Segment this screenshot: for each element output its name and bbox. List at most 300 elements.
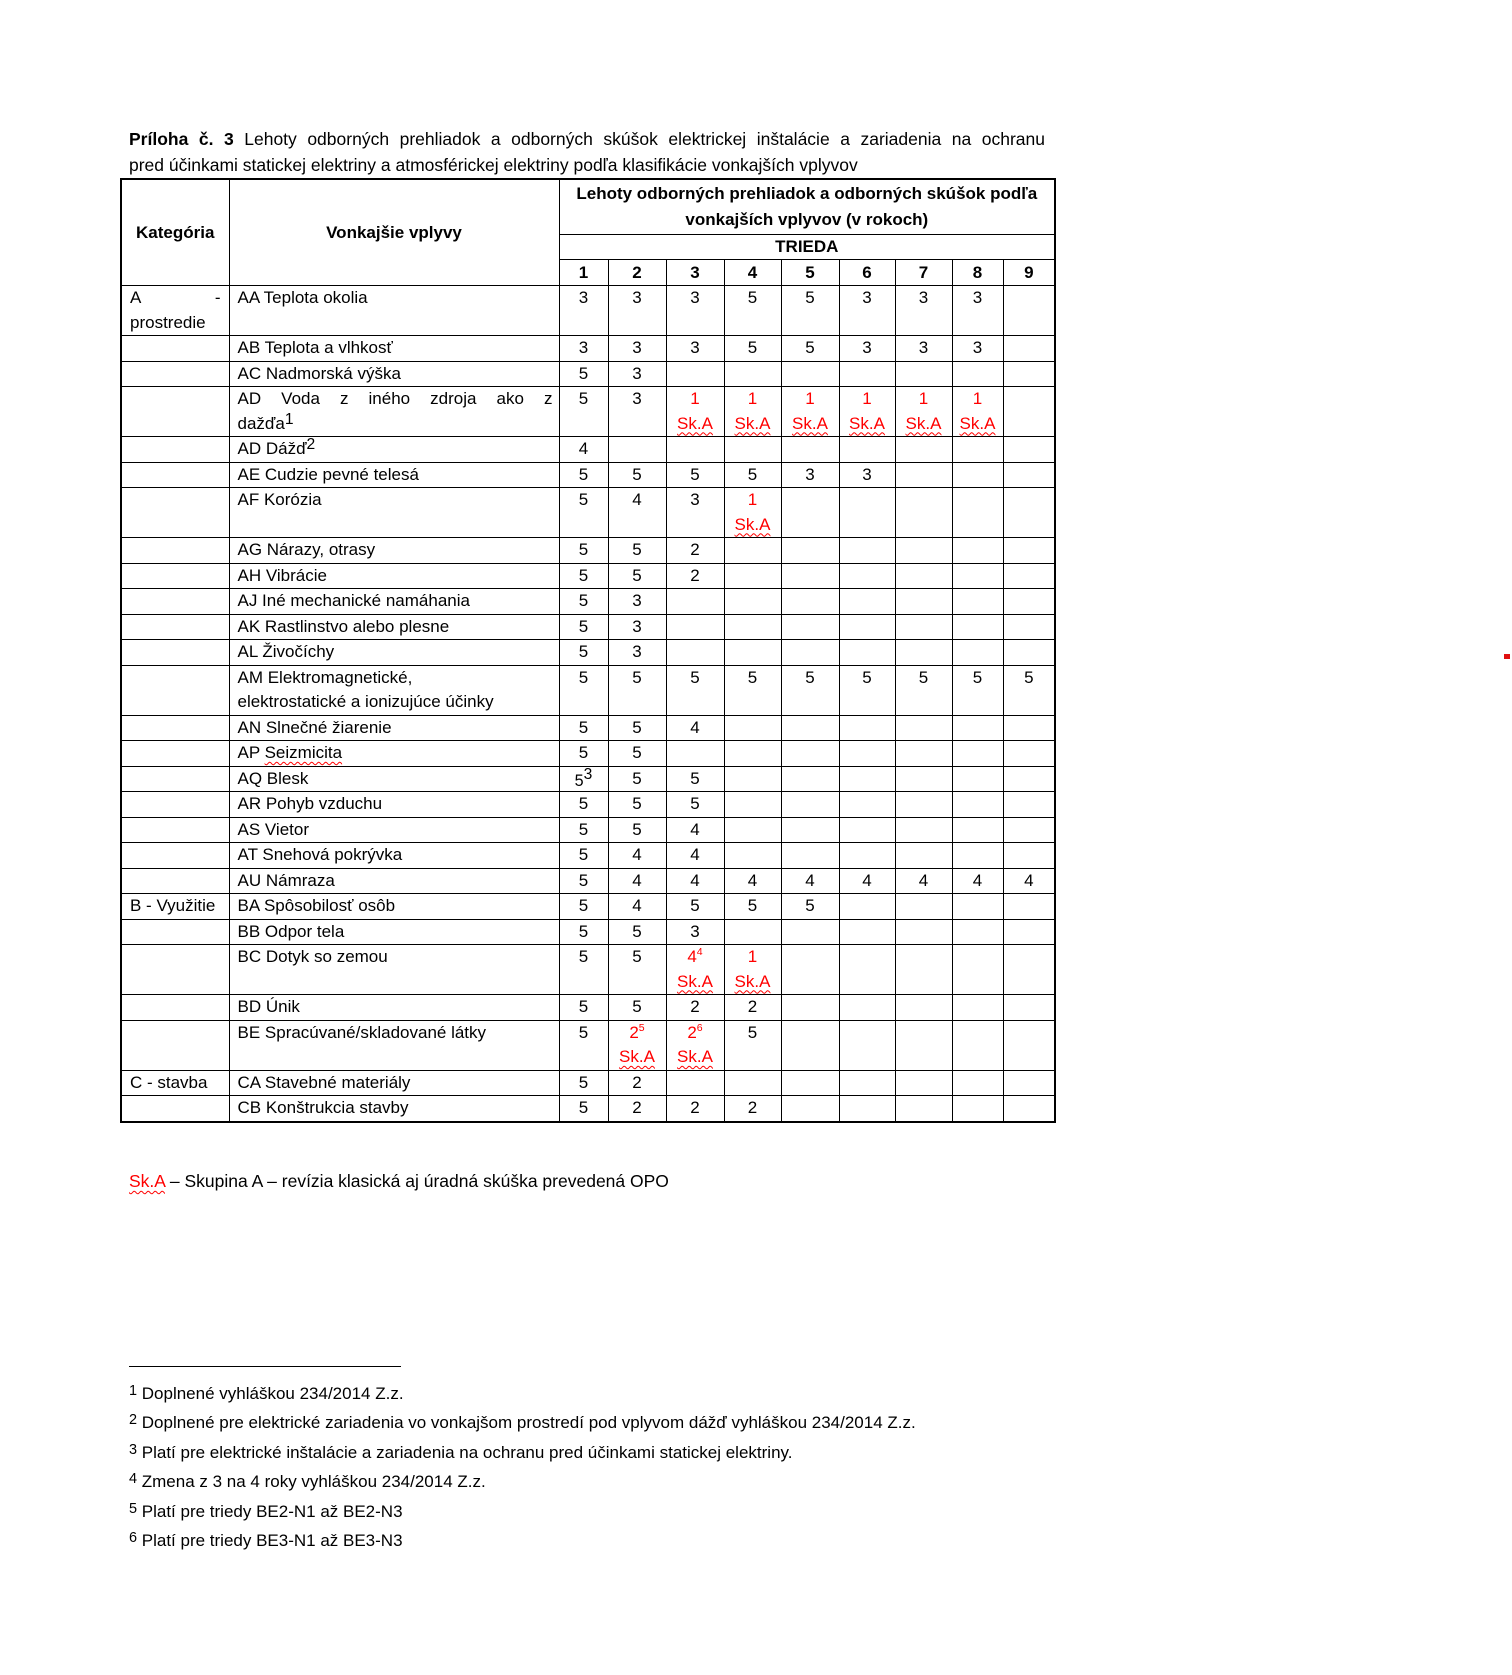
footnote: [129, 1380, 916, 1409]
value-line: [667, 387, 724, 412]
class-column-header: 2: [608, 260, 666, 286]
value-line: [1004, 869, 1055, 894]
value-cell: [666, 538, 724, 564]
value-line: [560, 920, 608, 945]
interval-value: 3: [578, 338, 589, 357]
interval-value: 5: [578, 642, 589, 661]
category-cell: [121, 817, 229, 843]
value-cell: [666, 919, 724, 945]
value-line: [609, 894, 666, 919]
value-cell: [608, 336, 666, 362]
interval-value: 3: [690, 921, 700, 941]
table-row: [121, 614, 1055, 640]
value-cell: [952, 995, 1003, 1021]
interval-value: 4: [690, 845, 700, 864]
interval-value: 4: [632, 896, 642, 915]
value-cell: [1003, 614, 1055, 640]
value-cell: [608, 387, 666, 437]
influence-text: BB Odpor tela: [237, 921, 345, 941]
influence-line-1: [238, 1096, 553, 1121]
value-line: [609, 538, 666, 563]
value-cell: [724, 741, 781, 767]
value-cell: [666, 843, 724, 869]
value-cell: [952, 945, 1003, 995]
title-bold-prefix: Príloha č. 3: [129, 129, 234, 149]
value-cell: [895, 766, 952, 792]
value-cell: [608, 919, 666, 945]
value-cell: [1003, 563, 1055, 589]
value-cell: [781, 843, 839, 869]
value-cell: [952, 715, 1003, 741]
value-line: [667, 666, 724, 691]
value-line: [667, 463, 724, 488]
interval-value: 3: [690, 288, 700, 307]
influence-text: BA Spôsobilosť osôb: [237, 896, 396, 915]
value-line: [725, 1096, 781, 1121]
interval-value: 1: [747, 947, 758, 966]
value-cell: [559, 868, 608, 894]
footnote-number: 2: [129, 1412, 138, 1429]
value-cell: [1003, 665, 1055, 715]
influence-text: AN Slnečné žiarenie: [237, 717, 392, 737]
value-line: [560, 716, 608, 741]
influence-cell: [229, 462, 559, 488]
value-cell: [781, 1070, 839, 1096]
value-line: [609, 741, 666, 766]
category-line-2: prostredie: [130, 312, 206, 332]
value-cell: [781, 766, 839, 792]
value-cell: [895, 361, 952, 387]
interval-value: 5: [690, 667, 700, 687]
value-cell: [724, 945, 781, 995]
ska-label: Sk.A: [677, 971, 713, 991]
value-line: [896, 869, 952, 894]
interval-value: 4: [578, 439, 589, 458]
footnote-text: Doplnené pre elektrické zariadenia vo vonkajšom prostredí pod vplyvom dážď vyhláškou 234/2014 Z.z.: [137, 1413, 916, 1433]
value-cell: [952, 640, 1003, 666]
value-cell: [952, 589, 1003, 615]
interval-value: 5: [747, 338, 758, 357]
category-dash: -: [214, 288, 221, 307]
value-cell: [839, 1020, 895, 1070]
value-cell: [895, 538, 952, 564]
interval-value: 4: [632, 490, 642, 509]
ska-label: Sk.A: [849, 413, 885, 433]
value-cell: [895, 614, 952, 640]
value-cell: [781, 286, 839, 336]
ska-line: [667, 1045, 724, 1070]
value-cell: [666, 387, 724, 437]
table-row: [121, 336, 1055, 362]
interval-value: 5: [632, 565, 642, 585]
value-cell: [559, 995, 608, 1021]
interval-value: 5: [690, 794, 700, 813]
footnote: [129, 1439, 916, 1468]
value-line: [560, 995, 608, 1020]
influence-text: AB Teplota a vlhkosť: [237, 338, 393, 357]
influence-text: elektrostatické a ionizujúce účinky: [237, 692, 494, 711]
interval-value: 4: [805, 870, 815, 890]
value-cell: [952, 792, 1003, 818]
interval-value: 5: [747, 288, 758, 307]
value-line: [782, 894, 839, 919]
interval-value: 5: [1024, 667, 1034, 687]
interval-value: 5: [632, 794, 642, 813]
value-cell: [839, 995, 895, 1021]
influence-cell: [229, 843, 559, 869]
category-cell: [121, 868, 229, 894]
value-line: [667, 1021, 724, 1046]
category-cell: [121, 538, 229, 564]
interval-value: 5: [632, 819, 642, 839]
category-line-1: [130, 286, 221, 311]
value-cell: [952, 563, 1003, 589]
value-line: [667, 488, 724, 513]
value-line: [725, 336, 781, 361]
interval-value: 5: [747, 667, 758, 687]
interval-value: 5: [632, 667, 642, 687]
interval-value: 4: [690, 870, 700, 890]
value-cell: [781, 589, 839, 615]
class-column-header: 9: [1003, 260, 1055, 286]
table-row: [121, 792, 1055, 818]
influence-text: AJ Iné mechanické namáhania: [237, 591, 470, 610]
interval-value: 5: [578, 794, 589, 813]
value-cell: [895, 894, 952, 920]
value-cell: [895, 336, 952, 362]
ska-line: [667, 970, 724, 995]
table-row: [121, 563, 1055, 589]
value-cell: [559, 919, 608, 945]
value-line: [609, 869, 666, 894]
value-cell: [1003, 843, 1055, 869]
value-cell: [895, 563, 952, 589]
value-cell: [559, 843, 608, 869]
category-cell: [121, 741, 229, 767]
ska-line: [725, 412, 781, 437]
interval-value: 5: [578, 845, 589, 864]
value-cell: [1003, 817, 1055, 843]
value-cell: [724, 868, 781, 894]
table-row: [121, 894, 1055, 920]
value-line: [782, 869, 839, 894]
value-line: [953, 666, 1003, 691]
value-line: [725, 463, 781, 488]
table-row: [121, 665, 1055, 715]
interval-value: 4: [747, 870, 758, 890]
value-line: [560, 362, 608, 387]
value-line: [840, 869, 895, 894]
value-line: [609, 843, 666, 868]
value-cell: [1003, 995, 1055, 1021]
influence-cell: [229, 894, 559, 920]
influence-text: AP: [237, 743, 265, 762]
title-line-1: [129, 126, 1045, 152]
title-line-2: pred účinkami statickej elektriny a atmosférickej elektriny podľa klasifikácie vonkajších vplyvov: [129, 155, 858, 175]
table-row: [121, 715, 1055, 741]
category-cell: [121, 945, 229, 995]
influence-cell: [229, 286, 559, 336]
table-row: [121, 589, 1055, 615]
value-cell: [839, 437, 895, 463]
interval-value: 5: [747, 1022, 758, 1042]
interval-value: 4: [972, 870, 983, 890]
value-cell: [666, 488, 724, 538]
influence-line-1: [238, 767, 553, 792]
value-cell: [559, 1020, 608, 1070]
influence-cell: [229, 665, 559, 715]
ska-line: [896, 412, 952, 437]
value-cell: [666, 640, 724, 666]
interval-value: 3: [632, 363, 642, 383]
value-cell: [724, 640, 781, 666]
category-cell: [121, 919, 229, 945]
class-column-header: 6: [839, 260, 895, 286]
value-cell: [666, 766, 724, 792]
influence-text: AK Rastlinstvo alebo plesne: [237, 616, 450, 636]
influence-cell: [229, 387, 559, 437]
category-cell: [121, 437, 229, 463]
category-cell: [121, 614, 229, 640]
value-cell: [559, 361, 608, 387]
interval-value: 5: [578, 870, 589, 890]
value-line: [667, 792, 724, 817]
interval-value: 3: [632, 642, 642, 661]
interval-value: 2: [687, 1022, 697, 1042]
value-cell: [1003, 640, 1055, 666]
value-cell: [839, 766, 895, 792]
influence-cell: [229, 945, 559, 995]
value-line: [560, 666, 608, 691]
interval-value: 1: [805, 389, 815, 408]
influence-line-1: [238, 538, 553, 563]
value-line: [782, 336, 839, 361]
influence-cell: [229, 437, 559, 463]
interval-value: 2: [747, 1098, 758, 1117]
footnote: [129, 1468, 916, 1497]
value-cell: [608, 1070, 666, 1096]
value-cell: [1003, 538, 1055, 564]
interval-value: 5: [578, 464, 589, 484]
value-line: [782, 463, 839, 488]
value-cell: [608, 437, 666, 463]
footnote-ref: 3: [583, 765, 593, 783]
value-line: [953, 336, 1003, 361]
influence-line-1: [238, 564, 553, 589]
value-cell: [895, 640, 952, 666]
value-line: [725, 286, 781, 311]
value-cell: [839, 563, 895, 589]
value-cell: [952, 665, 1003, 715]
interval-value: 5: [690, 464, 700, 484]
value-cell: [1003, 286, 1055, 336]
interval-value: 4: [632, 870, 642, 890]
value-cell: [895, 488, 952, 538]
influence-line-2: [238, 690, 553, 715]
value-cell: [724, 792, 781, 818]
interval-value: 5: [578, 743, 589, 762]
value-cell: [724, 817, 781, 843]
table-row: [121, 361, 1055, 387]
value-cell: [781, 336, 839, 362]
interval-value: 5: [690, 896, 700, 915]
influence-line-1: [238, 945, 553, 970]
footnote-text: Platí pre triedy BE3-N1 až BE3-N3: [137, 1531, 403, 1551]
interval-value: 2: [632, 1098, 642, 1117]
category-cell: [121, 665, 229, 715]
value-line: [725, 666, 781, 691]
value-cell: [895, 995, 952, 1021]
value-cell: [559, 665, 608, 715]
inspection-intervals-table: [120, 178, 1056, 1123]
ska-label: Sk.A: [677, 1047, 713, 1066]
interval-value: 1: [972, 389, 983, 408]
interval-value: 5: [632, 997, 642, 1016]
value-cell: [839, 1070, 895, 1096]
interval-value: 2: [690, 540, 700, 559]
value-line: [609, 640, 666, 665]
footnote-ref: 6: [696, 1021, 703, 1034]
interval-value: 5: [632, 743, 642, 762]
value-cell: [666, 715, 724, 741]
ska-line: [782, 412, 839, 437]
value-cell: [724, 919, 781, 945]
influence-line-1: [238, 1071, 553, 1096]
influence-cell: [229, 817, 559, 843]
influence-cell: [229, 919, 559, 945]
value-cell: [666, 614, 724, 640]
value-line: [609, 995, 666, 1020]
interval-value: 3: [632, 616, 642, 636]
value-line: [667, 920, 724, 945]
value-cell: [1003, 437, 1055, 463]
value-cell: [666, 894, 724, 920]
value-line: [667, 1096, 724, 1121]
value-cell: [608, 894, 666, 920]
value-cell: [724, 614, 781, 640]
class-column-header: 4: [724, 260, 781, 286]
category-letter: A: [130, 288, 142, 307]
interval-value: 5: [632, 921, 642, 941]
value-cell: [839, 361, 895, 387]
value-cell: [608, 488, 666, 538]
value-cell: [608, 817, 666, 843]
value-cell: [724, 538, 781, 564]
value-cell: [839, 945, 895, 995]
value-cell: [952, 1020, 1003, 1070]
value-cell: [952, 868, 1003, 894]
interval-value: 5: [578, 717, 589, 737]
footnote-number: 1: [129, 1383, 138, 1399]
value-cell: [839, 589, 895, 615]
influence-cell: [229, 1020, 559, 1070]
value-cell: [952, 336, 1003, 362]
value-cell: [666, 741, 724, 767]
value-cell: [781, 741, 839, 767]
value-line: [667, 336, 724, 361]
influence-cell: [229, 488, 559, 538]
influence-line-1: [238, 286, 553, 311]
interval-value: 3: [918, 338, 929, 357]
value-cell: [608, 715, 666, 741]
value-line: [560, 945, 608, 970]
value-cell: [781, 538, 839, 564]
value-cell: [1003, 1020, 1055, 1070]
interval-value: 5: [805, 288, 815, 307]
value-cell: [559, 1070, 608, 1096]
value-cell: [952, 614, 1003, 640]
ska-line: [609, 1045, 666, 1070]
value-line: [840, 463, 895, 488]
value-line: [560, 538, 608, 563]
value-cell: [895, 843, 952, 869]
value-cell: [839, 462, 895, 488]
footnote-text: Platí pre triedy BE2-N1 až BE2-N3: [137, 1501, 403, 1521]
ska-line: [667, 412, 724, 437]
influence-cell: [229, 995, 559, 1021]
interval-value: 4: [862, 870, 872, 890]
interval-value: 5: [578, 540, 589, 559]
value-line: [560, 843, 608, 868]
influence-text: AU Námraza: [237, 870, 335, 890]
value-cell: [666, 665, 724, 715]
influence-line-1: [238, 818, 553, 843]
value-line: [609, 767, 666, 792]
value-cell: [1003, 945, 1055, 995]
interval-value: 5: [574, 771, 584, 790]
value-line: [667, 995, 724, 1020]
value-line: [609, 589, 666, 614]
interval-value: 1: [690, 389, 700, 408]
value-cell: [895, 589, 952, 615]
value-cell: [952, 361, 1003, 387]
value-cell: [1003, 919, 1055, 945]
value-line: [725, 869, 781, 894]
value-cell: [839, 387, 895, 437]
value-cell: [724, 462, 781, 488]
value-cell: [666, 563, 724, 589]
interval-value: 5: [578, 896, 589, 915]
table-row: [121, 995, 1055, 1021]
influence-line-2: [238, 412, 553, 437]
value-cell: [895, 1096, 952, 1122]
footnote-text: Platí pre elektrické inštalácie a zariadenia na ochranu pred účinkami statickej elektriny.: [137, 1442, 793, 1462]
influence-text: AS Vietor: [237, 819, 310, 839]
value-line: [560, 564, 608, 589]
influence-cell: [229, 361, 559, 387]
influence-line-1: [238, 488, 553, 513]
value-cell: [608, 945, 666, 995]
value-cell: [1003, 462, 1055, 488]
ska-line: [725, 970, 781, 995]
value-cell: [559, 640, 608, 666]
influence-text: AR Pohyb vzduchu: [237, 794, 383, 813]
footnote-text: Doplnené vyhláškou 234/2014 Z.z.: [137, 1384, 404, 1403]
value-line: [609, 362, 666, 387]
interval-value: 3: [972, 288, 983, 307]
value-cell: [781, 462, 839, 488]
value-line: [896, 286, 952, 311]
ska-label: Sk.A: [734, 514, 771, 534]
influence-line-1: [238, 741, 553, 766]
value-cell: [559, 336, 608, 362]
value-cell: [781, 894, 839, 920]
influence-line-1: [238, 716, 553, 741]
value-cell: [666, 361, 724, 387]
value-cell: [839, 843, 895, 869]
influence-line-1: [238, 589, 553, 614]
value-cell: [895, 665, 952, 715]
